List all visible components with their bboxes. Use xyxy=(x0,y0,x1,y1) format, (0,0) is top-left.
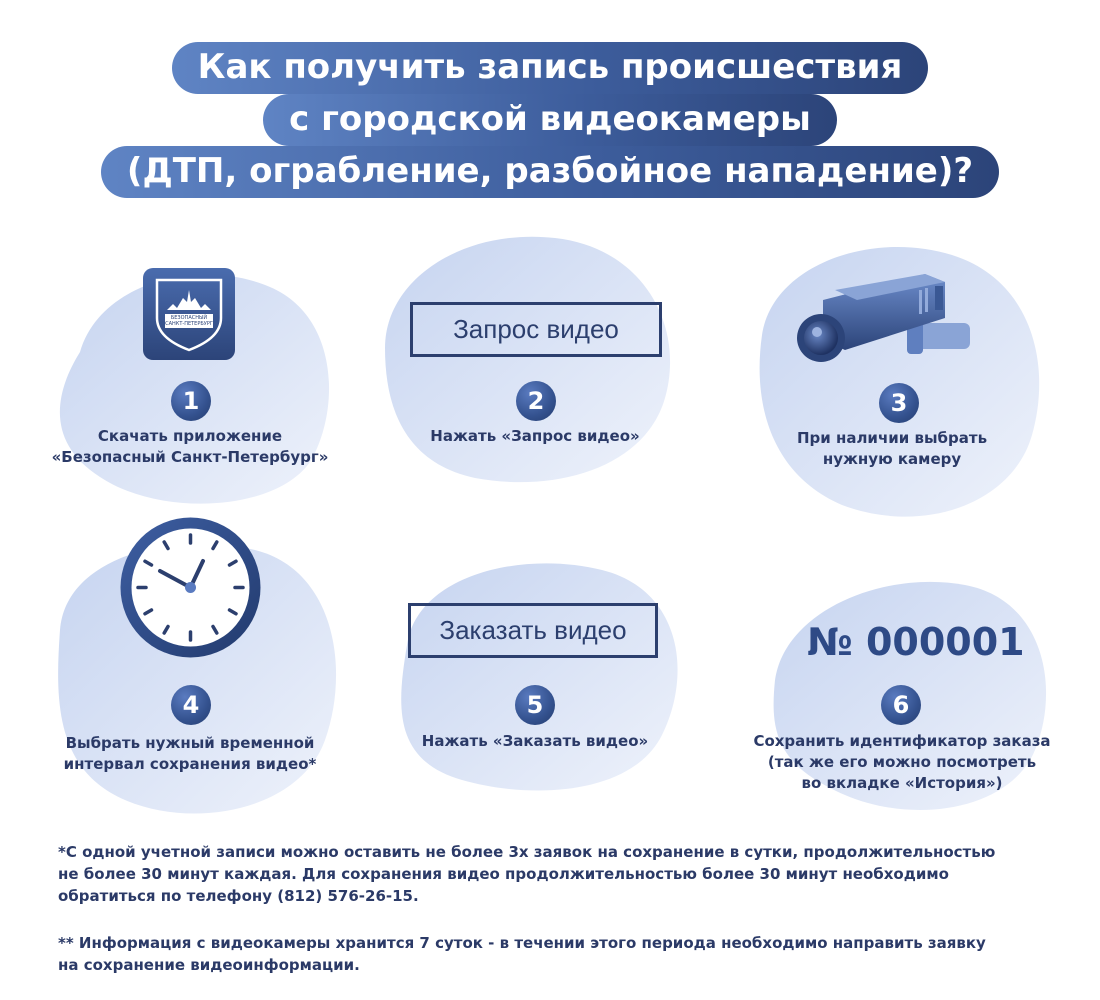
step-6-caption xyxy=(742,731,1062,794)
footnote-2-line-1: ** Информация с видеокамеры хранится 7 суток - в течении этого периода необходимо направить заявку xyxy=(58,934,986,952)
step-5-caption xyxy=(385,731,685,752)
step-3-caption-line-1: При наличии выбрать xyxy=(796,429,988,447)
step-4-caption-line-2: интервал сохранения видео* xyxy=(63,755,317,773)
step-3-caption xyxy=(742,428,1042,470)
step-4-number: 4 xyxy=(171,685,211,725)
step-2-blob xyxy=(365,228,677,490)
clock-icon xyxy=(118,515,263,660)
step-4-caption-line-1: Выбрать нужный временной xyxy=(65,734,315,752)
step-1-number: 1 xyxy=(171,381,211,421)
logo-text-line-1: БЕЗОПАСНЫЙ xyxy=(170,315,208,321)
step-5-caption-line-1: Нажать «Заказать видео» xyxy=(421,732,649,750)
request-video-button[interactable]: Запрос видео xyxy=(410,302,662,357)
step-5-blob xyxy=(382,555,690,795)
footnote-1 xyxy=(58,841,1058,907)
step-6-caption-line-3: во вкладке «История») xyxy=(801,774,1003,792)
step-6-number: 6 xyxy=(881,685,921,725)
footnote-2-line-2: на сохранение видеоинформации. xyxy=(58,956,360,974)
step-6-caption-line-2: (так же его можно посмотреть xyxy=(767,753,1037,771)
step-1-caption-line-2: «Безопасный Санкт-Петербург» xyxy=(51,448,329,466)
footnote-2 xyxy=(58,932,1058,976)
footnote-1-line-2: не более 30 минут каждая. Для сохранения видео продолжительностью более 30 минут необходимо xyxy=(58,865,949,883)
step-2-number: 2 xyxy=(516,381,556,421)
title-line-1: Как получить запись происшествия xyxy=(172,42,929,94)
safe-spb-app-logo-icon xyxy=(143,268,235,360)
step-5-number: 5 xyxy=(515,685,555,725)
step-4-caption xyxy=(40,733,340,775)
footnote-1-line-1: *С одной учетной записи можно оставить не более 3х заявок на сохранение в сутки, продолжительностью xyxy=(58,843,996,861)
step-3-caption-line-2: нужную камеру xyxy=(822,450,962,468)
step-6-caption-line-1: Сохранить идентификатор заказа xyxy=(753,732,1051,750)
step-3-number: 3 xyxy=(879,383,919,423)
step-1-caption-line-1: Скачать приложение xyxy=(97,427,283,445)
step-1-caption xyxy=(40,426,340,468)
page-title xyxy=(0,42,1100,198)
step-2-caption-line-1: Нажать «Запрос видео» xyxy=(430,427,640,445)
footnote-1-line-3: обратиться по телефону (812) 576-26-15. xyxy=(58,887,419,905)
logo-text-line-2: САНКТ-ПЕТЕРБУРГ xyxy=(165,321,213,327)
title-line-2: с городской видеокамеры xyxy=(263,94,837,146)
step-2-caption xyxy=(385,426,685,447)
title-line-3: (ДТП, ограбление, разбойное нападение)? xyxy=(101,146,999,198)
order-video-button[interactable]: Заказать видео xyxy=(408,603,658,658)
order-id: № 000001 xyxy=(807,620,1025,664)
cctv-camera-icon xyxy=(795,268,975,368)
